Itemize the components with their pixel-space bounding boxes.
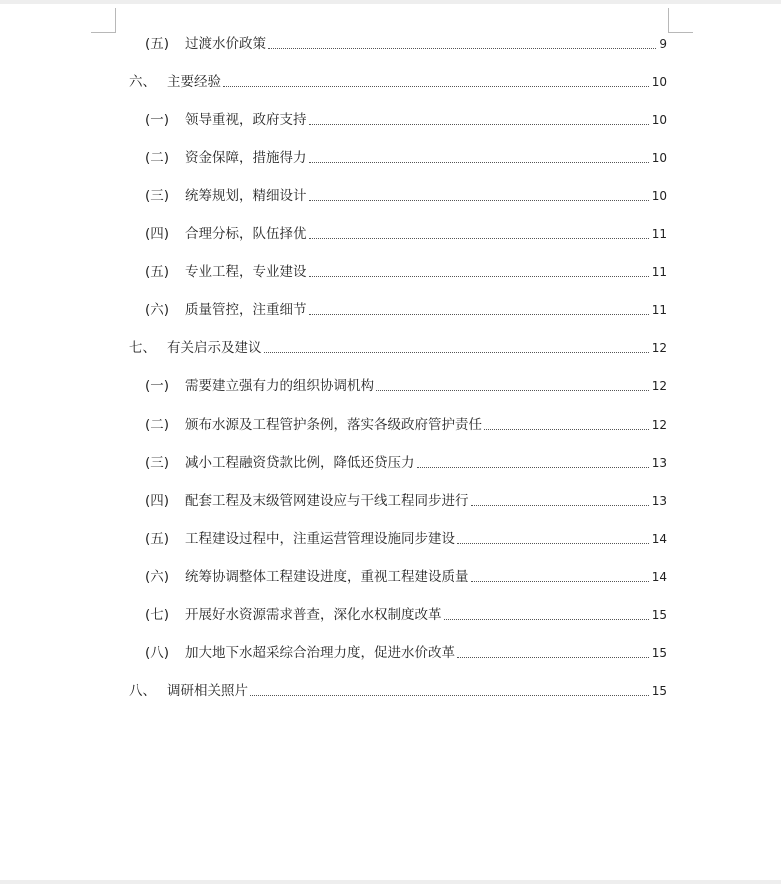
toc-entry-number: (八)	[145, 644, 170, 661]
toc-entry-number: (四)	[145, 492, 170, 509]
toc-leader-dots	[309, 276, 649, 277]
toc-entry-number: (三)	[145, 454, 170, 471]
toc-leader-dots	[376, 390, 649, 391]
toc-entry-title[interactable]: 质量管控，注重细节	[185, 302, 307, 319]
toc-leader-dots	[444, 619, 649, 620]
toc-entry-title[interactable]: 加大地下水超采综合治理力度，促进水价改革	[185, 644, 455, 661]
toc-entry-page-number[interactable]: 15	[651, 607, 667, 622]
toc-entry[interactable]	[145, 262, 667, 282]
toc-entry-number: (二)	[145, 150, 170, 167]
toc-entry[interactable]	[145, 34, 667, 54]
document-page	[0, 4, 781, 880]
toc-entry-number: 七、	[129, 340, 156, 357]
crop-mark-top-left	[91, 8, 116, 33]
toc-leader-dots	[471, 505, 649, 506]
toc-entry-page-number[interactable]: 12	[651, 417, 667, 432]
toc-entry-title[interactable]: 主要经验	[167, 74, 221, 91]
toc-entry-title[interactable]: 专业工程，专业建设	[185, 264, 307, 281]
toc-entry-number: 八、	[129, 682, 156, 699]
toc-entry[interactable]	[145, 110, 667, 130]
toc-entry-number: (一)	[145, 378, 170, 395]
toc-entry-title[interactable]: 开展好水资源需求普查，深化水权制度改革	[185, 606, 442, 623]
crop-mark-top-right	[668, 8, 693, 33]
toc-leader-dots	[457, 657, 649, 658]
toc-entry[interactable]	[129, 72, 667, 92]
toc-leader-dots	[309, 314, 649, 315]
toc-entry-page-number[interactable]: 10	[651, 75, 667, 90]
toc-entry-number: (六)	[145, 568, 170, 585]
toc-entry-title[interactable]: 统筹协调整体工程建设进度，重视工程建设质量	[185, 568, 469, 585]
toc-entry-title[interactable]: 领导重视，政府支持	[185, 112, 307, 129]
toc-entry-number: (四)	[145, 226, 170, 243]
toc-entry-title[interactable]: 统筹规划，精细设计	[185, 188, 307, 205]
toc-entry[interactable]	[145, 300, 667, 320]
toc-entry-number: (二)	[145, 416, 170, 433]
toc-entry-number: (三)	[145, 188, 170, 205]
toc-leader-dots	[268, 48, 656, 49]
toc-entry-page-number[interactable]: 15	[651, 683, 667, 698]
toc-leader-dots	[309, 200, 649, 201]
toc-entry-title[interactable]: 调研相关照片	[167, 682, 248, 699]
toc-entry-page-number[interactable]: 14	[651, 569, 667, 584]
toc-leader-dots	[264, 352, 649, 353]
toc-entry[interactable]	[145, 605, 667, 625]
toc-entry[interactable]	[129, 338, 667, 358]
toc-entry[interactable]	[145, 529, 667, 549]
toc-entry-page-number[interactable]: 10	[651, 151, 667, 166]
toc-entry-page-number[interactable]: 13	[651, 455, 667, 470]
toc-entry-number: (五)	[145, 264, 170, 281]
toc-entry-number: (五)	[145, 530, 170, 547]
toc-entry[interactable]	[145, 491, 667, 511]
toc-entry-page-number[interactable]: 12	[651, 341, 667, 356]
toc-leader-dots	[417, 467, 649, 468]
toc-entry-page-number[interactable]: 11	[651, 227, 667, 242]
toc-entry-number: (一)	[145, 112, 170, 129]
toc-entry-page-number[interactable]: 15	[651, 645, 667, 660]
toc-entry[interactable]	[129, 681, 667, 701]
toc-entry-title[interactable]: 资金保障，措施得力	[185, 150, 307, 167]
toc-entry[interactable]	[145, 453, 667, 473]
toc-leader-dots	[484, 429, 649, 430]
toc-entry-number: (五)	[145, 36, 170, 52]
toc-entry-title[interactable]: 过渡水价政策	[185, 36, 266, 52]
toc-entry[interactable]	[145, 376, 667, 396]
toc-entry-page-number[interactable]: 11	[651, 265, 667, 280]
toc-entry-title[interactable]: 颁布水源及工程管护条例，落实各级政府管护责任	[185, 416, 482, 433]
toc-entry-page-number[interactable]: 12	[651, 379, 667, 394]
toc-entry[interactable]	[145, 643, 667, 663]
toc-entry[interactable]	[145, 186, 667, 206]
toc-leader-dots	[309, 124, 649, 125]
toc-entry-page-number[interactable]: 13	[651, 493, 667, 508]
toc-entry[interactable]	[145, 567, 667, 587]
toc-entry-title[interactable]: 合理分标，队伍择优	[185, 226, 307, 243]
toc-entry-title[interactable]: 需要建立强有力的组织协调机构	[185, 378, 374, 395]
toc-entry-page-number[interactable]: 10	[651, 189, 667, 204]
toc-leader-dots	[471, 581, 649, 582]
toc-leader-dots	[309, 162, 649, 163]
toc-entry-page-number[interactable]: 14	[651, 531, 667, 546]
toc-entry-page-number[interactable]: 10	[651, 113, 667, 128]
toc-entry-title[interactable]: 有关启示及建议	[167, 340, 262, 357]
toc-entry[interactable]	[145, 148, 667, 168]
toc-entry-number: 六、	[129, 74, 156, 91]
toc-entry-title[interactable]: 工程建设过程中，注重运营管理设施同步建设	[185, 530, 455, 547]
toc-leader-dots	[223, 86, 649, 87]
toc-entry-title[interactable]: 配套工程及末级管网建设应与干线工程同步进行	[185, 492, 469, 509]
toc-leader-dots	[457, 543, 649, 544]
toc-entry[interactable]	[145, 415, 667, 435]
toc-entry-page-number[interactable]: 9	[659, 37, 667, 51]
toc-leader-dots	[309, 238, 649, 239]
toc-leader-dots	[250, 695, 649, 696]
toc-entry-number: (七)	[145, 606, 170, 623]
toc-entry[interactable]	[145, 224, 667, 244]
toc-entry-number: (六)	[145, 302, 170, 319]
toc-entry-page-number[interactable]: 11	[651, 303, 667, 318]
toc-entry-title[interactable]: 减小工程融资贷款比例，降低还贷压力	[185, 454, 415, 471]
